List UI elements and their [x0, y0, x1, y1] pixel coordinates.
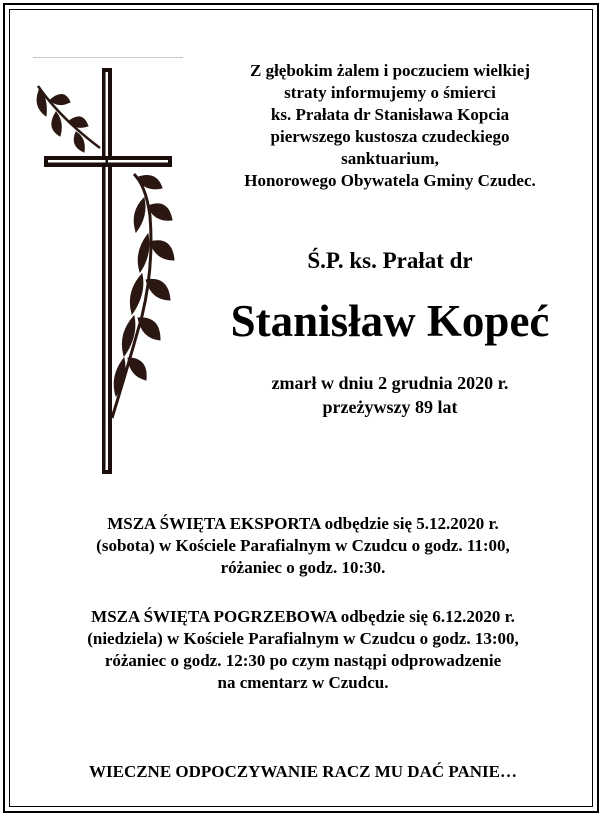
mass-line: MSZA ŚWIĘTA POGRZEBOWA odbędzie się 6.12.2020 r. — [91, 607, 515, 626]
intro-line: Z głębokim żalem i poczuciem wielkiej — [250, 61, 530, 80]
intro-line: pierwszego kustosza czudeckiego — [270, 127, 510, 146]
death-info — [190, 371, 590, 419]
title-prefix: Ś.P. ks. Prałat dr — [307, 248, 473, 273]
exports-mass-info — [20, 513, 586, 579]
age-at-death: przeżywszy 89 lat — [322, 397, 458, 417]
mass-line: (niedziela) w Kościele Parafialnym w Czudcu o godz. 13:00, — [87, 629, 519, 648]
funeral-mass-info — [20, 606, 586, 694]
intro-line: straty informujemy o śmierci — [284, 83, 496, 102]
mass-line: różaniec o godz. 10:30. — [220, 558, 386, 577]
cross-with-branch-illustration — [30, 66, 180, 476]
intro-paragraph — [190, 60, 590, 192]
mass-line: różaniec o godz. 12:30 po czym nastąpi odprowadzenie — [104, 651, 502, 670]
intro-line: sanktuarium, — [341, 149, 439, 168]
divider-line — [33, 57, 183, 58]
deceased-name: Stanisław Kopeć — [230, 296, 550, 346]
cross-icon — [44, 68, 172, 474]
death-date: zmarł w dniu 2 grudnia 2020 r. — [271, 373, 509, 393]
intro-line: Honorowego Obywatela Gminy Czudec. — [244, 171, 536, 190]
mass-line: MSZA ŚWIĘTA EKSPORTA odbędzie się 5.12.2020 r. — [107, 514, 499, 533]
mass-line: (sobota) w Kościele Parafialnym w Czudcu o godz. 11:00, — [96, 536, 510, 555]
mass-line: na cmentarz w Czudcu. — [217, 673, 389, 692]
closing-prayer: WIECZNE ODPOCZYWANIE RACZ MU DAĆ PANIE… — [88, 762, 517, 781]
intro-line: ks. Prałata dr Stanisława Kopcia — [270, 105, 510, 124]
